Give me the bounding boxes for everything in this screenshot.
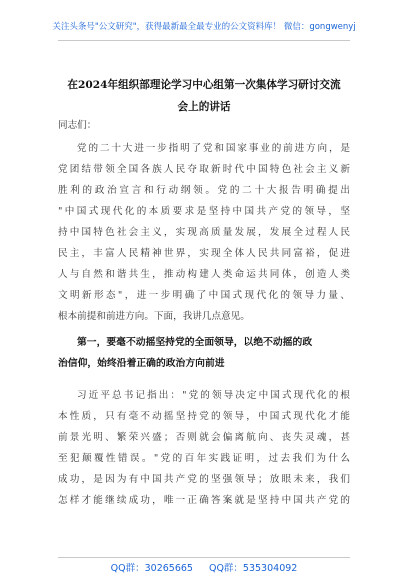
paragraph-section-1 xyxy=(58,385,350,511)
text-line: 民主，丰富人民精神世界，实现全体人民共同富裕，促进 xyxy=(58,248,350,259)
header-promo-note: 关注头条号"公文研究"，获得最新最全最专业的公文资料库！ 微信：gongwenyj xyxy=(52,22,356,32)
text-line: 至犯颠覆性错误。"党的百年实践证明，过去我们为什么 xyxy=(58,453,350,464)
text-line: 根本前提和前进方向。下面，我讲几点意见。 xyxy=(58,311,250,322)
text-line: 胜利的政治宣言和行动纲领。党的二十大报告明确提出 xyxy=(58,185,350,196)
text-line: 成功，是因为有中国共产党的坚强领导；放眼未来，我们 xyxy=(58,474,350,485)
text-line: 党团结带领全国各族人民夺取新时代中国特色社会主义新 xyxy=(58,164,350,175)
title-line: 在2024年组织部理论学习中心组第一次集体学习研讨交流 xyxy=(67,79,341,91)
text-line: 人与自然和谐共生，推动构建人类命运共同体，创造人类 xyxy=(58,269,350,280)
text-line: 怎样才能继续成功，唯一正确答案就是坚持中国共产党的 xyxy=(58,495,350,506)
footer-qq-group-1: QQ群：30265665 xyxy=(110,563,193,574)
section-heading-1 xyxy=(58,332,350,374)
text-line: 习近平总书记指出："党的领导决定中国式现代化的根 xyxy=(77,390,350,401)
text-line: 党的二十大进一步指明了党和国家事业的前进方向，是 xyxy=(77,143,350,154)
text-line: 本性质，只有毫不动摇坚持党的领导，中国式现代化才能 xyxy=(58,411,350,422)
text-line: "中国式现代化的本质要求是坚持中国共产党的领导，坚 xyxy=(58,206,350,217)
text-line: 文明新形态"，进一步明确了中国式现代化的领导力量、 xyxy=(58,290,350,301)
salutation: 同志们： xyxy=(58,120,97,131)
footer-divider xyxy=(58,557,350,558)
paragraph-intro xyxy=(58,138,350,327)
document-title xyxy=(58,74,350,118)
heading-line: 治信仰，始终沿着正确的政治方向前进 xyxy=(58,358,225,369)
footer-contact xyxy=(0,560,408,574)
title-line: 会上的讲话 xyxy=(177,101,231,113)
heading-line: 第一，要毫不动摇坚持党的全面领导，以绝不动摇的政 xyxy=(77,337,313,348)
footer-qq-group-2: QQ群：535304092 xyxy=(208,563,298,574)
text-line: 前景光明、繁荣兴盛；否则就会偏离航向、丧失灵魂，甚 xyxy=(58,432,350,443)
header-divider xyxy=(58,40,350,41)
text-line: 持中国特色社会主义，实现高质量发展，发展全过程人民 xyxy=(58,227,350,238)
